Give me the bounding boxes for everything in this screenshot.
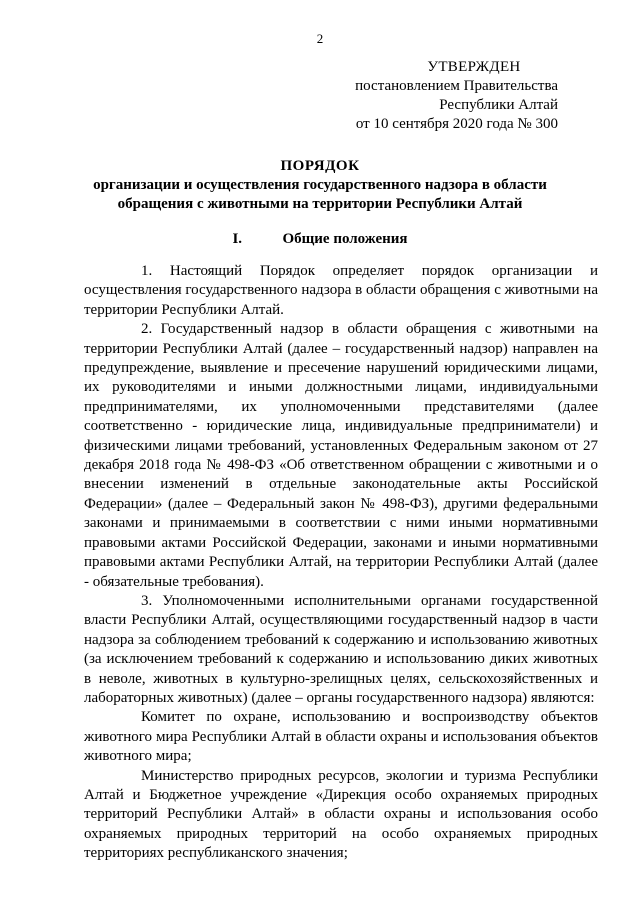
approval-line: постановлением Правительства xyxy=(355,78,558,94)
section-heading xyxy=(60,230,580,249)
section-title: Общие положения xyxy=(282,231,408,247)
paragraph: Министерство природных ресурсов, экологии и туризма Республики Алтай и Бюджетное учреждение «Дирекция особо охраняемых природных территорий Республики Алтай» в области охраны и использования особо охраняемых природных территорий на особо охраняемых природных территориях республиканского значения; xyxy=(84,767,598,862)
document-heading xyxy=(60,157,580,214)
document-subtitle: организации и осуществления государственного надзора в области обращения с животными на территории Республики Алтай xyxy=(93,177,547,212)
approval-date-line: от 10 сентября 2020 года № 300 xyxy=(355,116,558,132)
approval-line: Республики Алтай xyxy=(439,97,558,113)
approval-title: УТВЕРЖДЕН xyxy=(427,59,521,75)
page-number: 2 xyxy=(316,31,324,46)
document-title: ПОРЯДОК xyxy=(280,158,360,174)
paragraph: Комитет по охране, использованию и воспроизводству объектов животного мира Республики Алтай в области охраны и использования объектов животного мира; xyxy=(84,709,598,765)
approval-block xyxy=(330,58,558,134)
paragraph: 3. Уполномоченными исполнительными органами государственной власти Республики Алтай, осуществляющими государственный надзор в части надзора за соблюдением требований к содержанию и использованию животных (за исключением требований к содержанию и использованию диких животных в неволе, животных в культурно-зрелищных целях, сельскохозяйственных и лабораторных животных) (далее – органы государственного надзора) являются: xyxy=(84,592,598,706)
document-body xyxy=(84,262,598,864)
section-number: I. xyxy=(232,231,243,247)
paragraph: 1. Настоящий Порядок определяет порядок организации и осуществления государственного надзора в области обращения с животными на территории Республики Алтай. xyxy=(84,263,598,318)
paragraph: 2. Государственный надзор в области обращения с животными на территории Республики Алтай (далее – государственный надзор) направлен на предупреждение, выявление и пресечение нарушений юридическими лицами, их руководителями и иными должностными лицами, индивидуальными предпринимателями, их уполномоченными представителями (далее соответственно - юридические лица, индивидуальные предприниматели) и физическими лицами требований, установленных Федеральным законом от 27 декабря 2018 года № 498-ФЗ «Об ответственном обращении с животными и о внесении изменений в отдельные законодательные акты Российской Федерации» (далее – Федеральный закон № 498-ФЗ), другими федеральными законами и принимаемыми в соответствии с ними иными нормативными правовыми актами Российской Федерации, законами и иными нормативными правовыми актами Республики Алтай, на территории Республики Алтай (далее - обязательные требования). xyxy=(84,321,598,590)
